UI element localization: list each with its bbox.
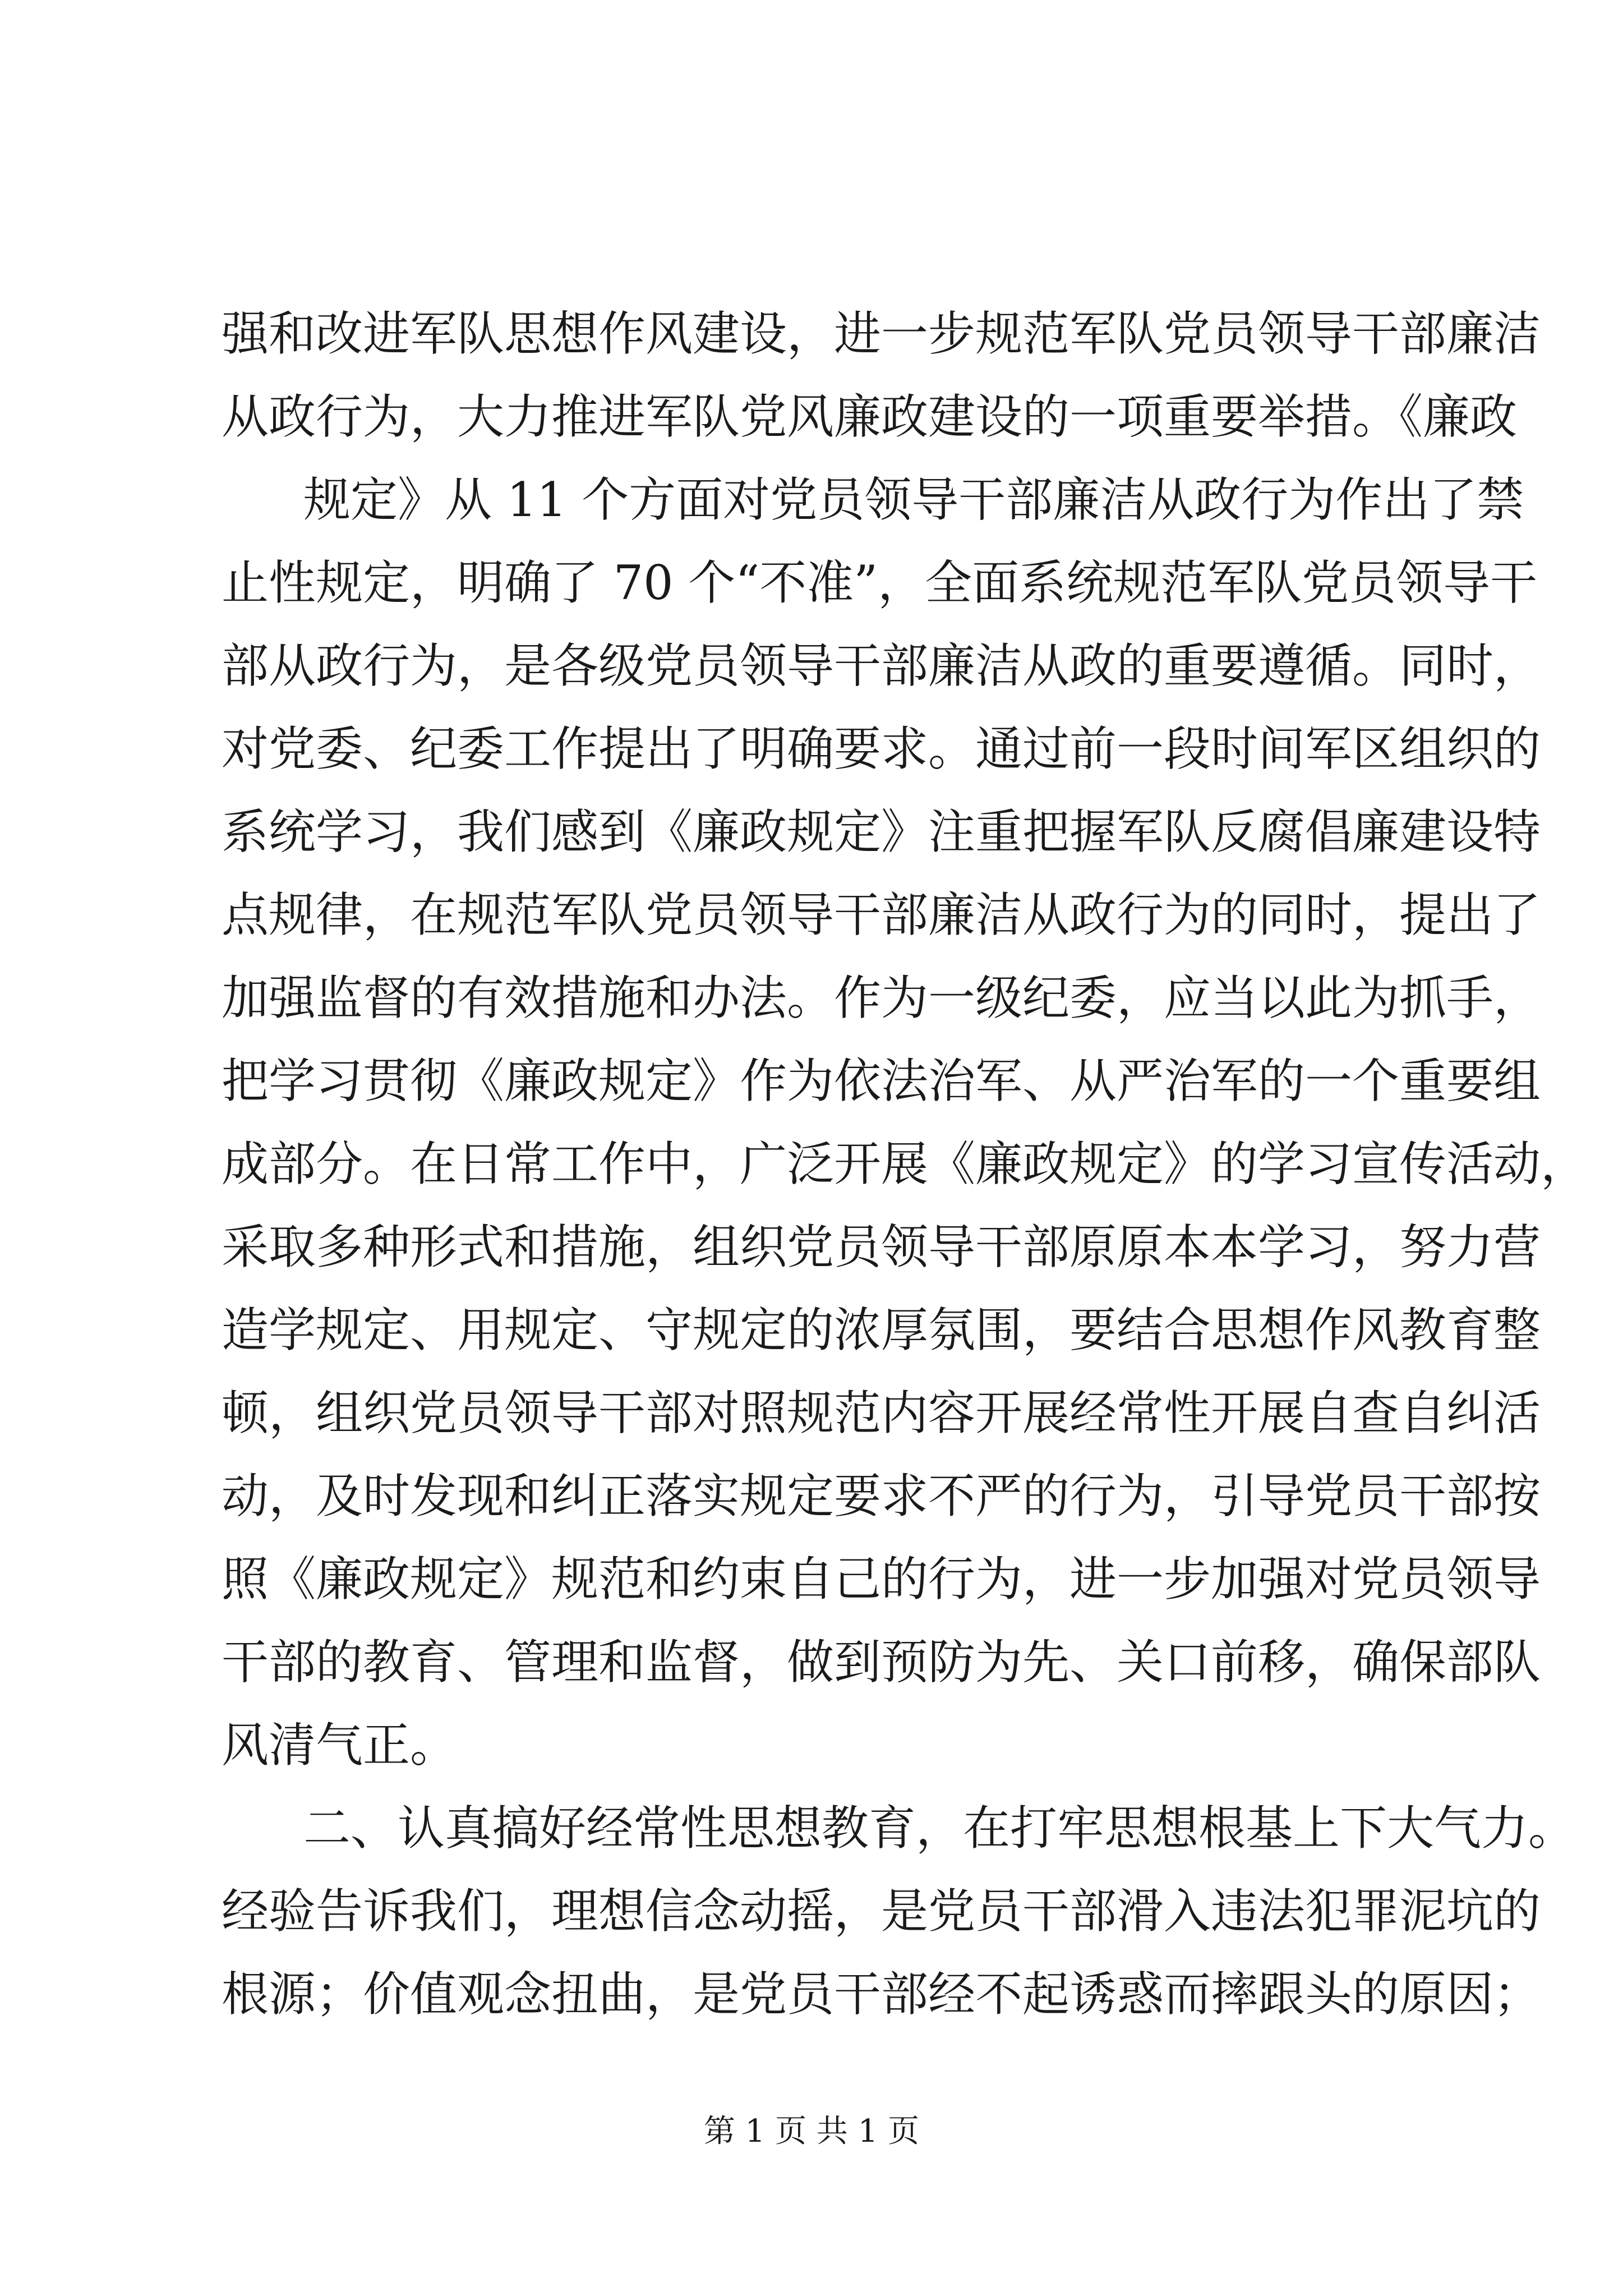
text-line: 规定》从 11 个方面对党员领导干部廉洁从政行为作出了禁 xyxy=(303,472,1524,527)
text-line: 对党委、纪委工作提出了明确要求。通过前一段时间军区组织的 xyxy=(222,721,1541,776)
text-line: 动，及时发现和纠正落实规定要求不严的行为，引导党员干部按 xyxy=(222,1469,1541,1524)
text-line: 把学习贯彻《廉政规定》作为依法治军、从严治军的一个重要组 xyxy=(222,1053,1541,1108)
text-line: 造学规定、用规定、守规定的浓厚氛围，要结合思想作风教育整 xyxy=(222,1303,1541,1358)
text-line: 部从政行为，是各级党员领导干部廉洁从政的重要遵循。同时， xyxy=(222,638,1541,693)
text-line: 照《廉政规定》规范和约束自己的行为，进一步加强对党员领导 xyxy=(222,1552,1541,1607)
text-line: 强和改进军队思想作风建设，进一步规范军队党员领导干部廉洁 xyxy=(222,306,1541,361)
text-line: 加强监督的有效措施和办法。作为一级纪委，应当以此为抓手， xyxy=(222,970,1541,1025)
text-line: 干部的教育、管理和监督，做到预防为先、关口前移，确保部队 xyxy=(222,1635,1541,1690)
text-line: 从政行为，大力推进军队党风廉政建设的一项重要举措。《廉政 xyxy=(222,389,1518,444)
text-line: 点规律，在规范军队党员领导干部廉洁从政行为的同时，提出了 xyxy=(222,887,1541,942)
page-number-footer: 第 1 页 共 1 页 xyxy=(703,2113,920,2150)
text-line: 成部分。在日常工作中，广泛开展《廉政规定》的学习宣传活动， xyxy=(222,1137,1588,1191)
text-line: 顿，组织党员领导干部对照规范内容开展经常性开展自查自纠活 xyxy=(222,1386,1541,1441)
text-line: 系统学习，我们感到《廉政规定》注重把握军队反腐倡廉建设特 xyxy=(222,804,1541,859)
text-line: 经验告诉我们，理想信念动摇，是党员干部滑入违法犯罪泥坑的 xyxy=(222,1884,1541,1939)
text-line: 采取多种形式和措施，组织党员领导干部原原本本学习，努力营 xyxy=(222,1220,1541,1274)
text-line: 止性规定，明确了 70 个“不准”，全面系统规范军队党员领导干 xyxy=(222,555,1538,610)
text-line: 二、认真搞好经常性思想教育，在打牢思想根基上下大气力。 xyxy=(303,1801,1576,1856)
text-line: 风清气正。 xyxy=(222,1718,458,1773)
text-line: 根源；价值观念扭曲，是党员干部经不起诱惑而摔跟头的原因； xyxy=(222,1967,1541,2022)
